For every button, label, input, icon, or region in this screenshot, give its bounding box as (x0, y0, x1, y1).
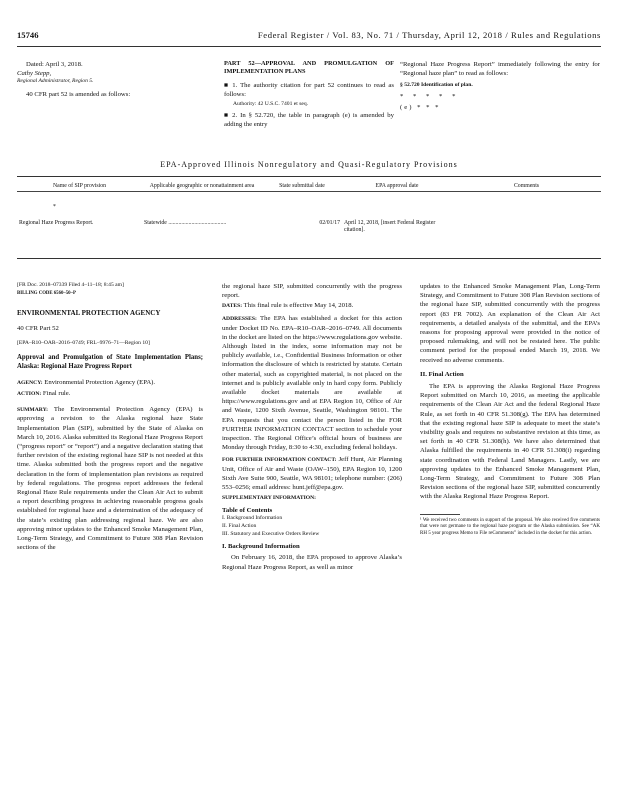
contact-paragraph (222, 455, 402, 492)
supplementary-label: SUPPLEMENTARY INFORMATION: (222, 494, 317, 501)
toc-item: III. Statutory and Executive Orders Review (222, 530, 320, 537)
rule-subject: Approval and Promulgation of State Implementation Plans; Alaska: Regional Haze Progress Report (17, 354, 203, 371)
bottom-column-2 (222, 282, 402, 572)
top-left-column (17, 60, 192, 99)
authority-citation: Authority: 42 U.S.C. 7401 et seq. (233, 101, 309, 108)
column-header: State submittal date (279, 183, 325, 189)
area-value: Statewide (144, 220, 167, 226)
fr-doc-line: [FR Doc. 2018–07339 Filed 4–11–18; 8:45 am] (17, 282, 124, 288)
contact-text: Jeff Hunt, Air Planning Unit, Office of Air and Waste (OAW–150), EPA Region 10, 1200 Sixth Ave Suite 900, Seattle, WA 98101; telephone number: (206) 553–0256; email address: hunt.jeff@epa.gov. (222, 456, 402, 492)
toc-heading: Table of Contents (222, 507, 273, 515)
top-right-column (400, 60, 600, 112)
table-title: EPA-Approved Illinois Nonregulatory and Quasi-Regulatory Provisions (160, 160, 458, 169)
final-action-paragraph: The EPA is approving the Alaska Regional Haze Progress Report submitted on March 10, 2016, as meeting the applicable requirements of the Clean Air Act and the federal Regional Haze Rule, as set forth in 40 CFR 51.308(g). The EPA has determined that the existing regional haze SIP is adequate to meet the state’s visibility goals and requires no substantive revision at this time, as set forth in 40 CFR 51.308(h). We have also determined that Alaska fulfilled the requirements in 40 CFR 51.308(i) regarding state coordination with Federal Land Managers. Lastly, we are approving updates to the Enhanced Smoke Management Plan, Long-Term Strategy, and Commitment to Future 308 Plan Revision sections of the regional haze SIP, submitted concurrently with the Alaska Regional Haze Progress Report. (420, 383, 600, 501)
action-text: Final rule. (42, 390, 71, 398)
column-header: EPA approval date (375, 183, 419, 189)
state-submittal-date: 02/01/17 (319, 220, 340, 226)
dates-label: DATES: (222, 303, 243, 310)
column-header: Applicable geographic or nonattainment area (149, 183, 255, 189)
toc-item: II. Final Action (222, 523, 257, 530)
footnote-rule (420, 514, 460, 515)
amendment-item-2: ■ 2. In § 52.720, the table in paragraph (e) is amended by adding the entry (224, 112, 394, 129)
dated-line: Dated: April 3, 2018. (26, 61, 83, 68)
header-title: Federal Register / Vol. 83, No. 71 / Thursday, April 12, 2018 / Rules and Regulations (257, 30, 601, 40)
summary-label: SUMMARY: (17, 406, 48, 413)
entry-instruction: “Regional Haze Progress Report” immediately following the entry for “Regional haze plan” to read as follows: (400, 61, 600, 78)
part-heading: PART 52—APPROVAL AND PROMULGATION OF IMPLEMENTATION PLANS (224, 60, 394, 75)
final-action-heading: II. Final Action (420, 370, 464, 378)
action-line (17, 389, 203, 399)
background-paragraph: On February 16, 2018, the EPA proposed to approve Alaska’s Regional Haze Progress Report, as well as minor (222, 554, 402, 571)
amendment-item-1: ■ 1. The authority citation for part 52 continues to read as follows: (224, 82, 394, 99)
agency-line (17, 378, 203, 388)
contact-label: FOR FURTHER INFORMATION CONTACT: (222, 457, 337, 464)
docket-line: [EPA–R10–OAR–2016–0749; FRL–9976–71—Region 10] (17, 339, 150, 346)
footnote: ¹ We received two comments in support of the proposal. We also received five comments that were not germane to the regional haze program or the Alaska submission. See “AK RH 5 year progress Memo to File reComments” included in the docket for this action. (420, 517, 600, 536)
geographic-area: Statewide ........................................ (144, 220, 227, 226)
dates-paragraph (222, 301, 402, 311)
agency-label: AGENCY: (17, 379, 43, 386)
billing-code: BILLING CODE 6560–50–P (17, 290, 76, 296)
paragraph-e: (e) * * * (400, 104, 441, 112)
toc-item: I. Background Information (222, 515, 283, 522)
comments-cell (452, 212, 601, 235)
agency-text: Environmental Protection Agency (EPA). (44, 378, 156, 386)
table-row-star: * (53, 204, 56, 210)
bottom-column-3 (420, 282, 600, 537)
dates-text: This final rule is effective May 14, 2018. (243, 302, 354, 310)
epa-approval-date: April 12, 2018, [insert Federal Register citation]. (344, 220, 436, 233)
addresses-paragraph (222, 314, 402, 452)
signer-title: Regional Administrator, Region 5. (17, 78, 94, 85)
agency-heading: ENVIRONMENTAL PROTECTION AGENCY (17, 309, 161, 318)
section-heading: § 52.720 Identification of plan. (400, 82, 473, 89)
ellipsis-stars: * * * * * (400, 93, 460, 100)
table-row (17, 212, 601, 235)
page-number: 15746 (17, 30, 39, 40)
amendment-statement: 40 CFR part 52 is amended as follows: (26, 91, 131, 98)
action-label: ACTION: (17, 391, 42, 398)
addresses-text: The EPA has established a docket for this action under Docket ID No. EPA–R10–OAR–2016–0749. All documents in the docket are listed on the https://www.regulations.gov website. Although listed in the index, some information may not be publicly available, i.e., Confidential Business Information or other information the disclosure of which is restricted by statute. Certain other material, such as copyrighted material, is not placed on the internet and is publicly available only in hard copy form. Publicly available docket materials are available at https://www.regulations.gov and at EPA Region 10, Office of Air and Waste, 1200 Sixth Avenue, Seattle, Washington 98101. The EPA requests that you contact the person listed in the FOR FURTHER INFORMATION CONTACT section to schedule your inspection. The Regional Office’s official hours of business are Monday through Friday, 8:30 to 4:30, excluding federal holidays. (222, 315, 402, 452)
summary-continued: the regional haze SIP, submitted concurrently with the progress report. (222, 283, 402, 300)
summary-paragraph (17, 405, 203, 553)
provision-name: Regional Haze Progress Report. (19, 220, 94, 226)
table-header-row (17, 182, 601, 192)
background-continued: updates to the Enhanced Smoke Management Plan, Long-Term Strategy, and Commitment to Future 308 Plan Revision sections of the regional haze SIP, submitted concurrently with the progress report (83 FR 7002). An explanation of the Clean Air Act requirements, a detailed analysis of the submittal, and the EPA’s reasons for proposing approval were provided in the notice of proposed rulemaking, and will not be restated here. The public comment period for the proposal ended March 19, 2018. We received no adverse comments. (420, 283, 600, 364)
cfr-part: 40 CFR Part 52 (17, 325, 59, 333)
background-heading: I. Background Information (222, 543, 300, 551)
column-header: Name of SIP provision (52, 183, 107, 189)
provisions-table (17, 182, 601, 235)
bottom-column-1 (17, 282, 203, 552)
column-header: Comments (513, 183, 540, 189)
signer-name: Cathy Stepp, (17, 70, 52, 78)
top-middle-column (224, 60, 394, 129)
addresses-label: ADDRESSES: (222, 316, 257, 322)
running-header (17, 30, 601, 44)
table-bottom-rule (17, 258, 601, 259)
table-row (17, 198, 601, 212)
table-top-rule (17, 176, 601, 177)
header-rule (17, 46, 601, 47)
summary-text: The Environmental Protection Agency (EPA) is approving a revision to the Alaska regional haze State Implementation Plan (SIP), submitted by the State of Alaska on March 10, 2016. Alaska submitted its Regional Haze Progress Report (“progress report” or “report”) and a negative declaration stating that further revision of the existing regional haze SIP is not needed at this time. Alaska submitted both the progress report and the negative declaration in the form of implementation plan revisions as required by federal regulations. The progress report addresses the federal Regional Haze Rule requirements under the Clean Air Act to submit a report describing progress in achieving reasonable progress goals established for regional haze and a determination of the adequacy of the state’s existing plan addressing regional haze. We are also approving minor updates to the Enhanced Smoke Management Plan, Long-Term Strategy, and Commitment to Future 308 Plan Revision sections of the (17, 405, 203, 552)
